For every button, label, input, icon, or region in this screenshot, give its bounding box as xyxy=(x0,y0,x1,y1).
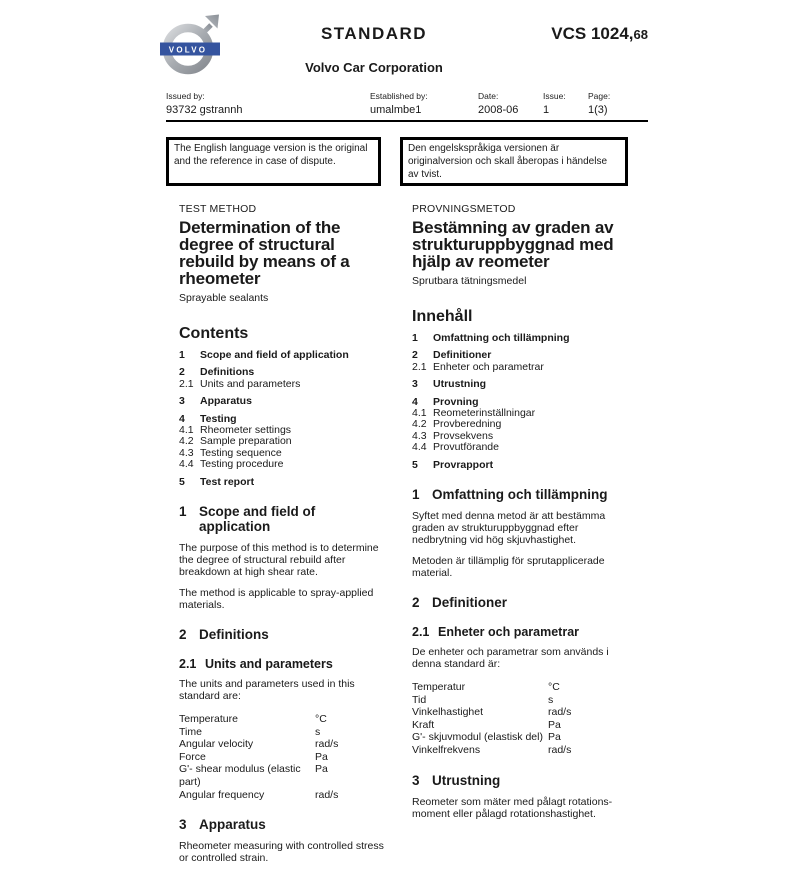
toc-item xyxy=(412,333,628,344)
unit-value: Pa xyxy=(548,718,561,731)
subtitle-en: Sprayable sealants xyxy=(179,292,269,304)
toc-item-label: Test report xyxy=(200,475,255,488)
paragraph: The purpose of this method is to determine the degree of structural rebuild after breakdown at high shear rate. xyxy=(179,542,379,579)
toc-item-label: Utrustning xyxy=(433,378,487,391)
section-title: Utrustning xyxy=(432,772,501,788)
unit-row xyxy=(412,731,628,744)
toc-item-number: 2.1 xyxy=(179,377,194,390)
toc-item-number: 4.2 xyxy=(179,435,194,448)
unit-row xyxy=(412,744,628,757)
unit-parameter-label: G'- skjuvmodul (elastisk del) xyxy=(412,731,543,744)
toc-item-number: 4.3 xyxy=(179,446,194,459)
unit-row xyxy=(179,726,390,739)
doc-title-en: Determination of the degree of structural rebuild by means of a rheometer xyxy=(179,218,350,288)
unit-row xyxy=(179,789,390,802)
paragraph: Reometer som mäter med pålagt rotationsmoment eller pålagd rotationshastighet. xyxy=(412,795,613,820)
section-number: 3 xyxy=(412,772,420,788)
toc-item-number: 4.1 xyxy=(179,424,194,437)
section-title: Definitions xyxy=(199,627,269,643)
subsection-number: 2.1 xyxy=(412,625,430,640)
units-table-sv xyxy=(412,681,628,757)
unit-value: rad/s xyxy=(548,706,572,719)
date-value: 2008-06 xyxy=(478,104,519,116)
unit-value: s xyxy=(548,693,554,706)
toc-sv xyxy=(412,333,628,471)
unit-parameter-label: Vinkelhastighet xyxy=(412,706,484,719)
doc-number-main: VCS 1024, xyxy=(551,24,634,43)
section-number: 2 xyxy=(179,627,187,643)
toc-item xyxy=(179,459,390,470)
section-number: 1 xyxy=(179,504,187,520)
toc-item-number: 3 xyxy=(179,395,185,408)
toc-item-label: Sample preparation xyxy=(200,435,292,448)
volvo-logo xyxy=(160,12,220,83)
toc-item-label: Rheometer settings xyxy=(200,424,292,437)
toc-item-label: Provutförande xyxy=(433,441,499,454)
toc-item-label: Omfattning och tillämpning xyxy=(433,332,570,344)
unit-row xyxy=(179,751,390,764)
paragraph: Syftet med denna metod är att bestämma graden av strukturuppbyggnad efter nedbrytning vid hög skjuvhastighet. xyxy=(412,510,606,547)
page-label: Page: xyxy=(588,91,611,101)
meta-issued-by xyxy=(166,91,370,116)
company-name: Volvo Car Corporation xyxy=(305,60,443,75)
section-heading-2-sv xyxy=(412,595,628,610)
toc-en xyxy=(179,350,390,488)
toc-item-label: Definitioner xyxy=(433,349,492,362)
unit-parameter-label: Angular velocity xyxy=(179,738,254,751)
toc-item xyxy=(412,379,628,390)
subsection-heading-21-sv xyxy=(412,625,628,639)
toc-item xyxy=(412,362,628,373)
section-heading-1-en xyxy=(179,504,390,534)
unit-parameter-label: Temperatur xyxy=(412,681,466,694)
toc-item-label: Definitions xyxy=(200,366,255,379)
toc-item-number: 2 xyxy=(412,349,418,362)
subsection-title: Units and parameters xyxy=(205,657,333,672)
subsection-title: Enheter och parametrar xyxy=(438,625,580,640)
column-english xyxy=(179,203,390,873)
section-title: Omfattning och tillämpning xyxy=(432,487,608,503)
unit-parameter-label: G'- shear modulus (elastic part) xyxy=(179,763,301,789)
toc-item-number: 3 xyxy=(412,378,418,391)
toc-item-label: Provberedning xyxy=(433,418,502,431)
column-swedish xyxy=(412,203,628,873)
toc-item xyxy=(179,350,390,361)
section-number: 3 xyxy=(179,817,187,833)
section-heading-3-sv xyxy=(412,773,628,788)
issued-by-value: 93732 gstrannh xyxy=(166,104,243,116)
toc-item xyxy=(179,396,390,407)
doc-number xyxy=(528,12,648,83)
section-heading-2-en xyxy=(179,627,390,642)
paragraph: Rheometer measuring with controlled stress or controlled strain. xyxy=(179,840,384,865)
unit-parameter-label: Tid xyxy=(412,693,427,706)
doc-type-title: STANDARD xyxy=(320,24,428,43)
toc-item-number: 2.1 xyxy=(412,360,427,373)
paragraph: De enheter och parametrar som används i denna standard är: xyxy=(412,646,609,671)
toc-item-number: 5 xyxy=(412,458,418,471)
paragraph: The units and parameters used in this standard are: xyxy=(179,678,355,703)
section-number: 2 xyxy=(412,595,420,611)
toc-item-label: Provrapport xyxy=(433,458,494,471)
toc-item xyxy=(179,477,390,488)
paragraph: Metoden är tillämplig för sprutapplicerade material. xyxy=(412,555,605,580)
subsection-heading-21-en xyxy=(179,657,390,671)
meta-page xyxy=(588,91,610,116)
section-title: Scope and field of application xyxy=(199,504,316,535)
volvo-logo-text: VOLVO xyxy=(168,45,208,55)
toc-item-label: Units and parameters xyxy=(200,377,301,390)
unit-value: rad/s xyxy=(548,744,572,757)
unit-parameter-label: Angular frequency xyxy=(179,788,265,801)
toc-item xyxy=(412,442,628,453)
paragraph: The method is applicable to spray-applied materials. xyxy=(179,587,374,612)
subtitle-sv: Sprutbara tätningsmedel xyxy=(412,275,527,287)
unit-value: Pa xyxy=(315,750,328,763)
unit-row xyxy=(412,694,628,707)
language-notices xyxy=(166,137,648,186)
toc-item xyxy=(179,379,390,390)
page-value: 1(3) xyxy=(588,104,608,116)
unit-value: °C xyxy=(315,713,327,726)
toc-item-number: 1 xyxy=(412,332,418,344)
toc-item-label: Reometerinställningar xyxy=(433,407,536,420)
doc-title-sv: Bestämning av graden av strukturuppbyggnad med hjälp av reometer xyxy=(412,218,614,271)
notice-box-swedish: Den engelskspråkiga versionen är originalversion och skall åberopas i händelse av tvist. xyxy=(400,137,628,186)
toc-item-number: 4 xyxy=(179,412,185,425)
toc-item-label: Testing procedure xyxy=(200,458,284,471)
unit-parameter-label: Kraft xyxy=(412,718,435,731)
unit-value: Pa xyxy=(548,731,561,744)
toc-item-number: 1 xyxy=(179,349,185,361)
unit-row xyxy=(412,706,628,719)
unit-row xyxy=(412,719,628,732)
toc-item-label: Testing xyxy=(200,412,237,425)
standard-document-page xyxy=(166,12,648,873)
established-by-value: umalmbe1 xyxy=(370,104,422,116)
issue-label: Issue: xyxy=(543,91,566,101)
toc-item-number: 4.4 xyxy=(179,458,194,471)
toc-item-number: 4.4 xyxy=(412,441,427,454)
issued-by-label: Issued by: xyxy=(166,91,205,101)
unit-parameter-label: Vinkelfrekvens xyxy=(412,744,481,757)
unit-parameter-label: Force xyxy=(179,750,206,763)
unit-parameter-label: Time xyxy=(179,725,202,738)
section-title: Definitioner xyxy=(432,595,508,611)
unit-row xyxy=(412,681,628,694)
toc-item xyxy=(412,460,628,471)
header-center xyxy=(220,12,528,83)
established-by-label: Established by: xyxy=(370,91,428,101)
unit-row xyxy=(179,738,390,751)
unit-value: rad/s xyxy=(315,788,339,801)
notice-box-english: The English language version is the original and the reference in case of dispute. xyxy=(166,137,381,186)
toc-item-label: Provning xyxy=(433,395,479,408)
toc-title-en: Contents xyxy=(179,325,249,342)
toc-item-label: Provsekvens xyxy=(433,429,494,442)
unit-row xyxy=(179,763,390,788)
toc-item-label: Testing sequence xyxy=(200,446,282,459)
section-number: 1 xyxy=(412,487,420,503)
section-heading-3-en xyxy=(179,817,390,832)
toc-item-number: 4.2 xyxy=(412,418,427,431)
toc-item-number: 4 xyxy=(412,395,418,408)
toc-item-label: Scope and field of application xyxy=(200,349,349,361)
kicker-en: TEST METHOD xyxy=(179,203,257,215)
volvo-iron-mark-icon xyxy=(160,12,220,78)
toc-item-number: 4.3 xyxy=(412,429,427,442)
document-meta-row xyxy=(166,91,648,122)
units-table-en xyxy=(179,713,390,801)
doc-number-suffix: 68 xyxy=(633,27,648,42)
toc-item-label: Apparatus xyxy=(200,395,252,408)
document-header xyxy=(166,12,648,83)
subsection-number: 2.1 xyxy=(179,657,197,672)
issue-value: 1 xyxy=(543,104,550,116)
toc-title-sv: Innehåll xyxy=(412,308,473,325)
meta-issue xyxy=(543,91,588,116)
unit-value: rad/s xyxy=(315,738,339,751)
date-label: Date: xyxy=(478,91,499,101)
unit-value: s xyxy=(315,725,321,738)
unit-value: °C xyxy=(548,681,560,694)
toc-item-number: 5 xyxy=(179,475,185,488)
unit-row xyxy=(179,713,390,726)
meta-date xyxy=(478,91,543,116)
unit-value: Pa xyxy=(315,763,328,776)
kicker-sv: PROVNINGSMETOD xyxy=(412,203,516,215)
toc-item-number: 4.1 xyxy=(412,407,427,420)
section-title: Apparatus xyxy=(199,817,266,833)
toc-item-number: 2 xyxy=(179,366,185,379)
section-heading-1-sv xyxy=(412,487,628,502)
content-columns xyxy=(166,203,648,873)
unit-parameter-label: Temperature xyxy=(179,713,238,726)
meta-established-by xyxy=(370,91,478,116)
toc-item-label: Enheter och parametrar xyxy=(433,360,544,373)
